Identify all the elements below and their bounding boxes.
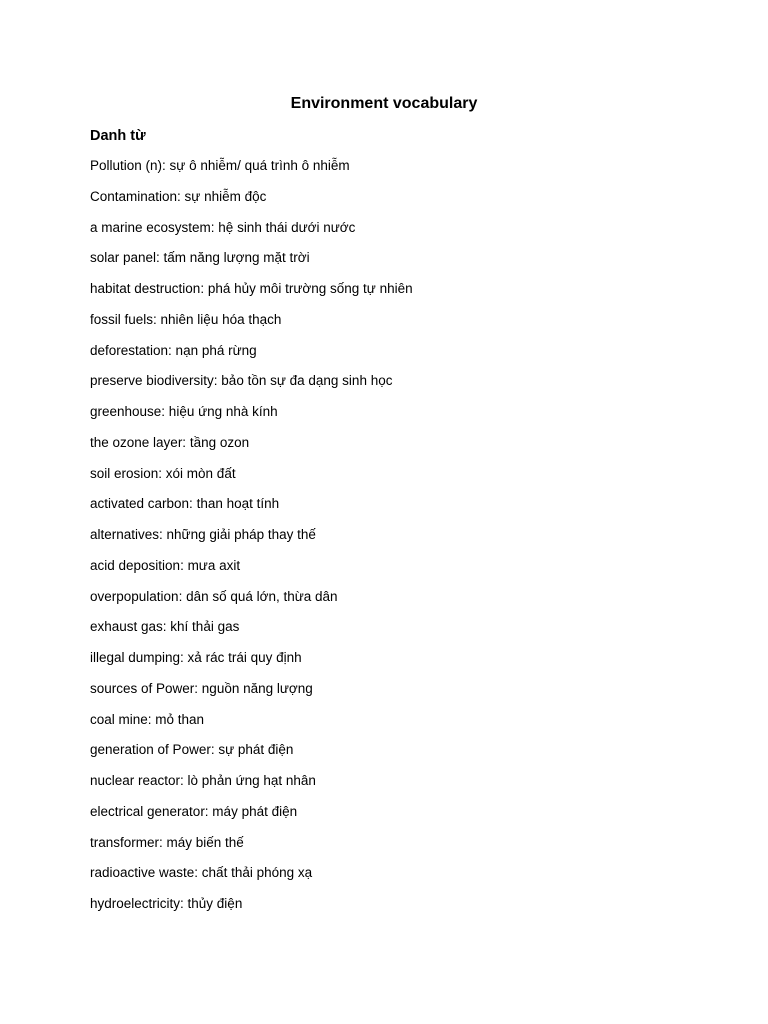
vocabulary-entry: exhaust gas: khí thải gas — [90, 619, 240, 635]
vocabulary-entry: the ozone layer: tầng ozon — [90, 434, 250, 450]
vocabulary-entry: coal mine: mỏ than — [90, 711, 205, 727]
vocabulary-entry: fossil fuels: nhiên liệu hóa thạch — [90, 311, 282, 327]
vocabulary-entry: preserve biodiversity: bảo tồn sự đa dạng sinh học — [90, 373, 393, 389]
vocabulary-entry: acid deposition: mưa axit — [90, 557, 241, 573]
vocabulary-entry: greenhouse: hiệu ứng nhà kính — [90, 404, 278, 419]
vocabulary-entry: Pollution (n): sự ô nhiễm/ quá trình ô nhiễm — [90, 158, 350, 173]
vocabulary-entry: generation of Power: sự phát điện — [90, 742, 294, 758]
vocabulary-entry: overpopulation: dân số quá lớn, thừa dân — [90, 588, 338, 604]
vocabulary-entry: alternatives: những giải pháp thay thế — [90, 527, 316, 542]
document-title: Environment vocabulary — [290, 95, 478, 112]
vocabulary-entry: transformer: máy biến thế — [90, 834, 244, 850]
vocabulary-entry: electrical generator: máy phát điện — [90, 803, 298, 819]
vocabulary-entry: a marine ecosystem: hệ sinh thái dưới nước — [90, 219, 356, 235]
vocabulary-entry: hydroelectricity: thủy điện — [90, 896, 243, 911]
vocabulary-entry: solar panel: tấm năng lượng mặt trời — [90, 250, 310, 266]
vocabulary-entry: illegal dumping: xả rác trái quy định — [90, 650, 302, 665]
vocabulary-entry: soil erosion: xói mòn đất — [90, 465, 236, 481]
vocabulary-entry: deforestation: nạn phá rừng — [90, 342, 257, 358]
vocabulary-entry: radioactive waste: chất thải phóng xạ — [90, 865, 313, 881]
section-heading: Danh từ — [90, 128, 146, 144]
vocabulary-entry: nuclear reactor: lò phản ứng hạt nhân — [90, 773, 316, 788]
vocabulary-entry: sources of Power: nguồn năng lượng — [90, 680, 313, 696]
vocabulary-entry: habitat destruction: phá hủy môi trường sống tự nhiên — [90, 281, 413, 296]
vocabulary-entry: Contamination: sự nhiễm độc — [90, 188, 267, 204]
vocabulary-list — [90, 157, 413, 926]
vocabulary-entry: activated carbon: than hoạt tính — [90, 496, 280, 512]
